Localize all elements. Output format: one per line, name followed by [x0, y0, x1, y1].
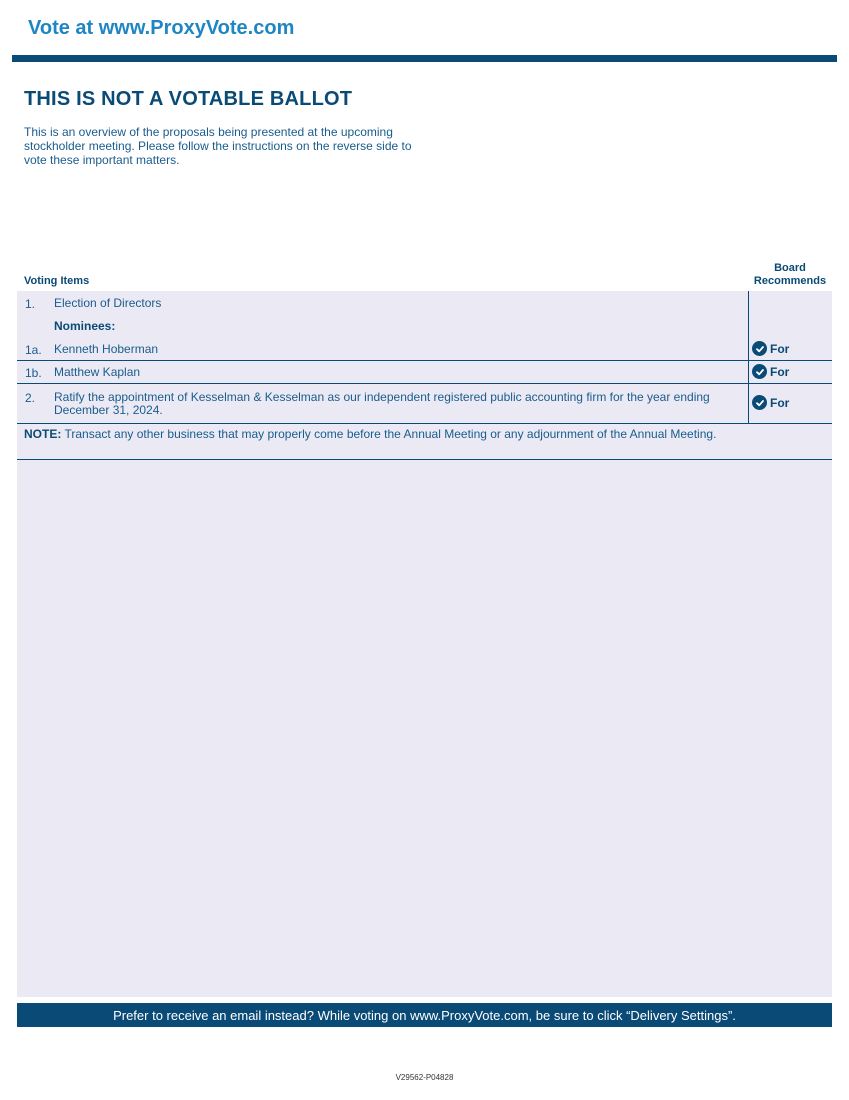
check-circle-icon [752, 395, 767, 410]
recommendation-for [752, 364, 789, 379]
voting-items-header: Voting Items [24, 275, 90, 287]
check-circle-icon [752, 364, 767, 379]
board-header-line1: Board [774, 262, 806, 274]
item-number: 2. [25, 391, 36, 405]
recommendation-label: For [770, 341, 790, 356]
top-divider [12, 55, 837, 62]
recommendation-for [752, 395, 789, 410]
item-text: Ratify the appointment of Kesselman & Kesselman as our independent registered public accounting firm for the year ending December 31, 2024. [54, 390, 710, 417]
recommendation-label: For [770, 364, 790, 379]
note-body: Transact any other business that may properly come before the Annual Meeting or any adjournment of the Annual Meeting. [61, 427, 717, 441]
board-recommends-header [748, 262, 832, 288]
recommendation-for [752, 341, 789, 356]
nominees-label: Nominees: [54, 319, 116, 333]
proxyvote-link[interactable]: Vote at www.ProxyVote.com [28, 17, 295, 39]
item-text: Kenneth Hoberman [54, 342, 159, 356]
item-number: 1. [25, 297, 36, 311]
recommendation-label: For [770, 395, 790, 410]
row-divider [17, 360, 832, 361]
check-circle-icon [752, 341, 767, 356]
item-number: 1b. [25, 366, 42, 380]
board-header-line2: Recommends [753, 275, 827, 287]
item-number: 1a. [25, 343, 42, 357]
row-divider [17, 423, 832, 424]
note-divider [17, 459, 832, 460]
page-title: THIS IS NOT A VOTABLE BALLOT [24, 88, 353, 110]
item-text: Election of Directors [54, 296, 162, 310]
document-code: V29562-P04828 [395, 1073, 454, 1082]
item-text: Matthew Kaplan [54, 365, 141, 379]
email-delivery-banner: Prefer to receive an email instead? While voting on www.ProxyVote.com, be sure to click “Delivery Settings”. [17, 1003, 832, 1027]
intro-text: This is an overview of the proposals being presented at the upcoming stockholder meeting. Please follow the instructions on the reverse side to vote these important matters. [24, 125, 412, 167]
row-divider [17, 383, 832, 384]
note-text [24, 428, 754, 441]
note-label: NOTE: [24, 427, 62, 441]
